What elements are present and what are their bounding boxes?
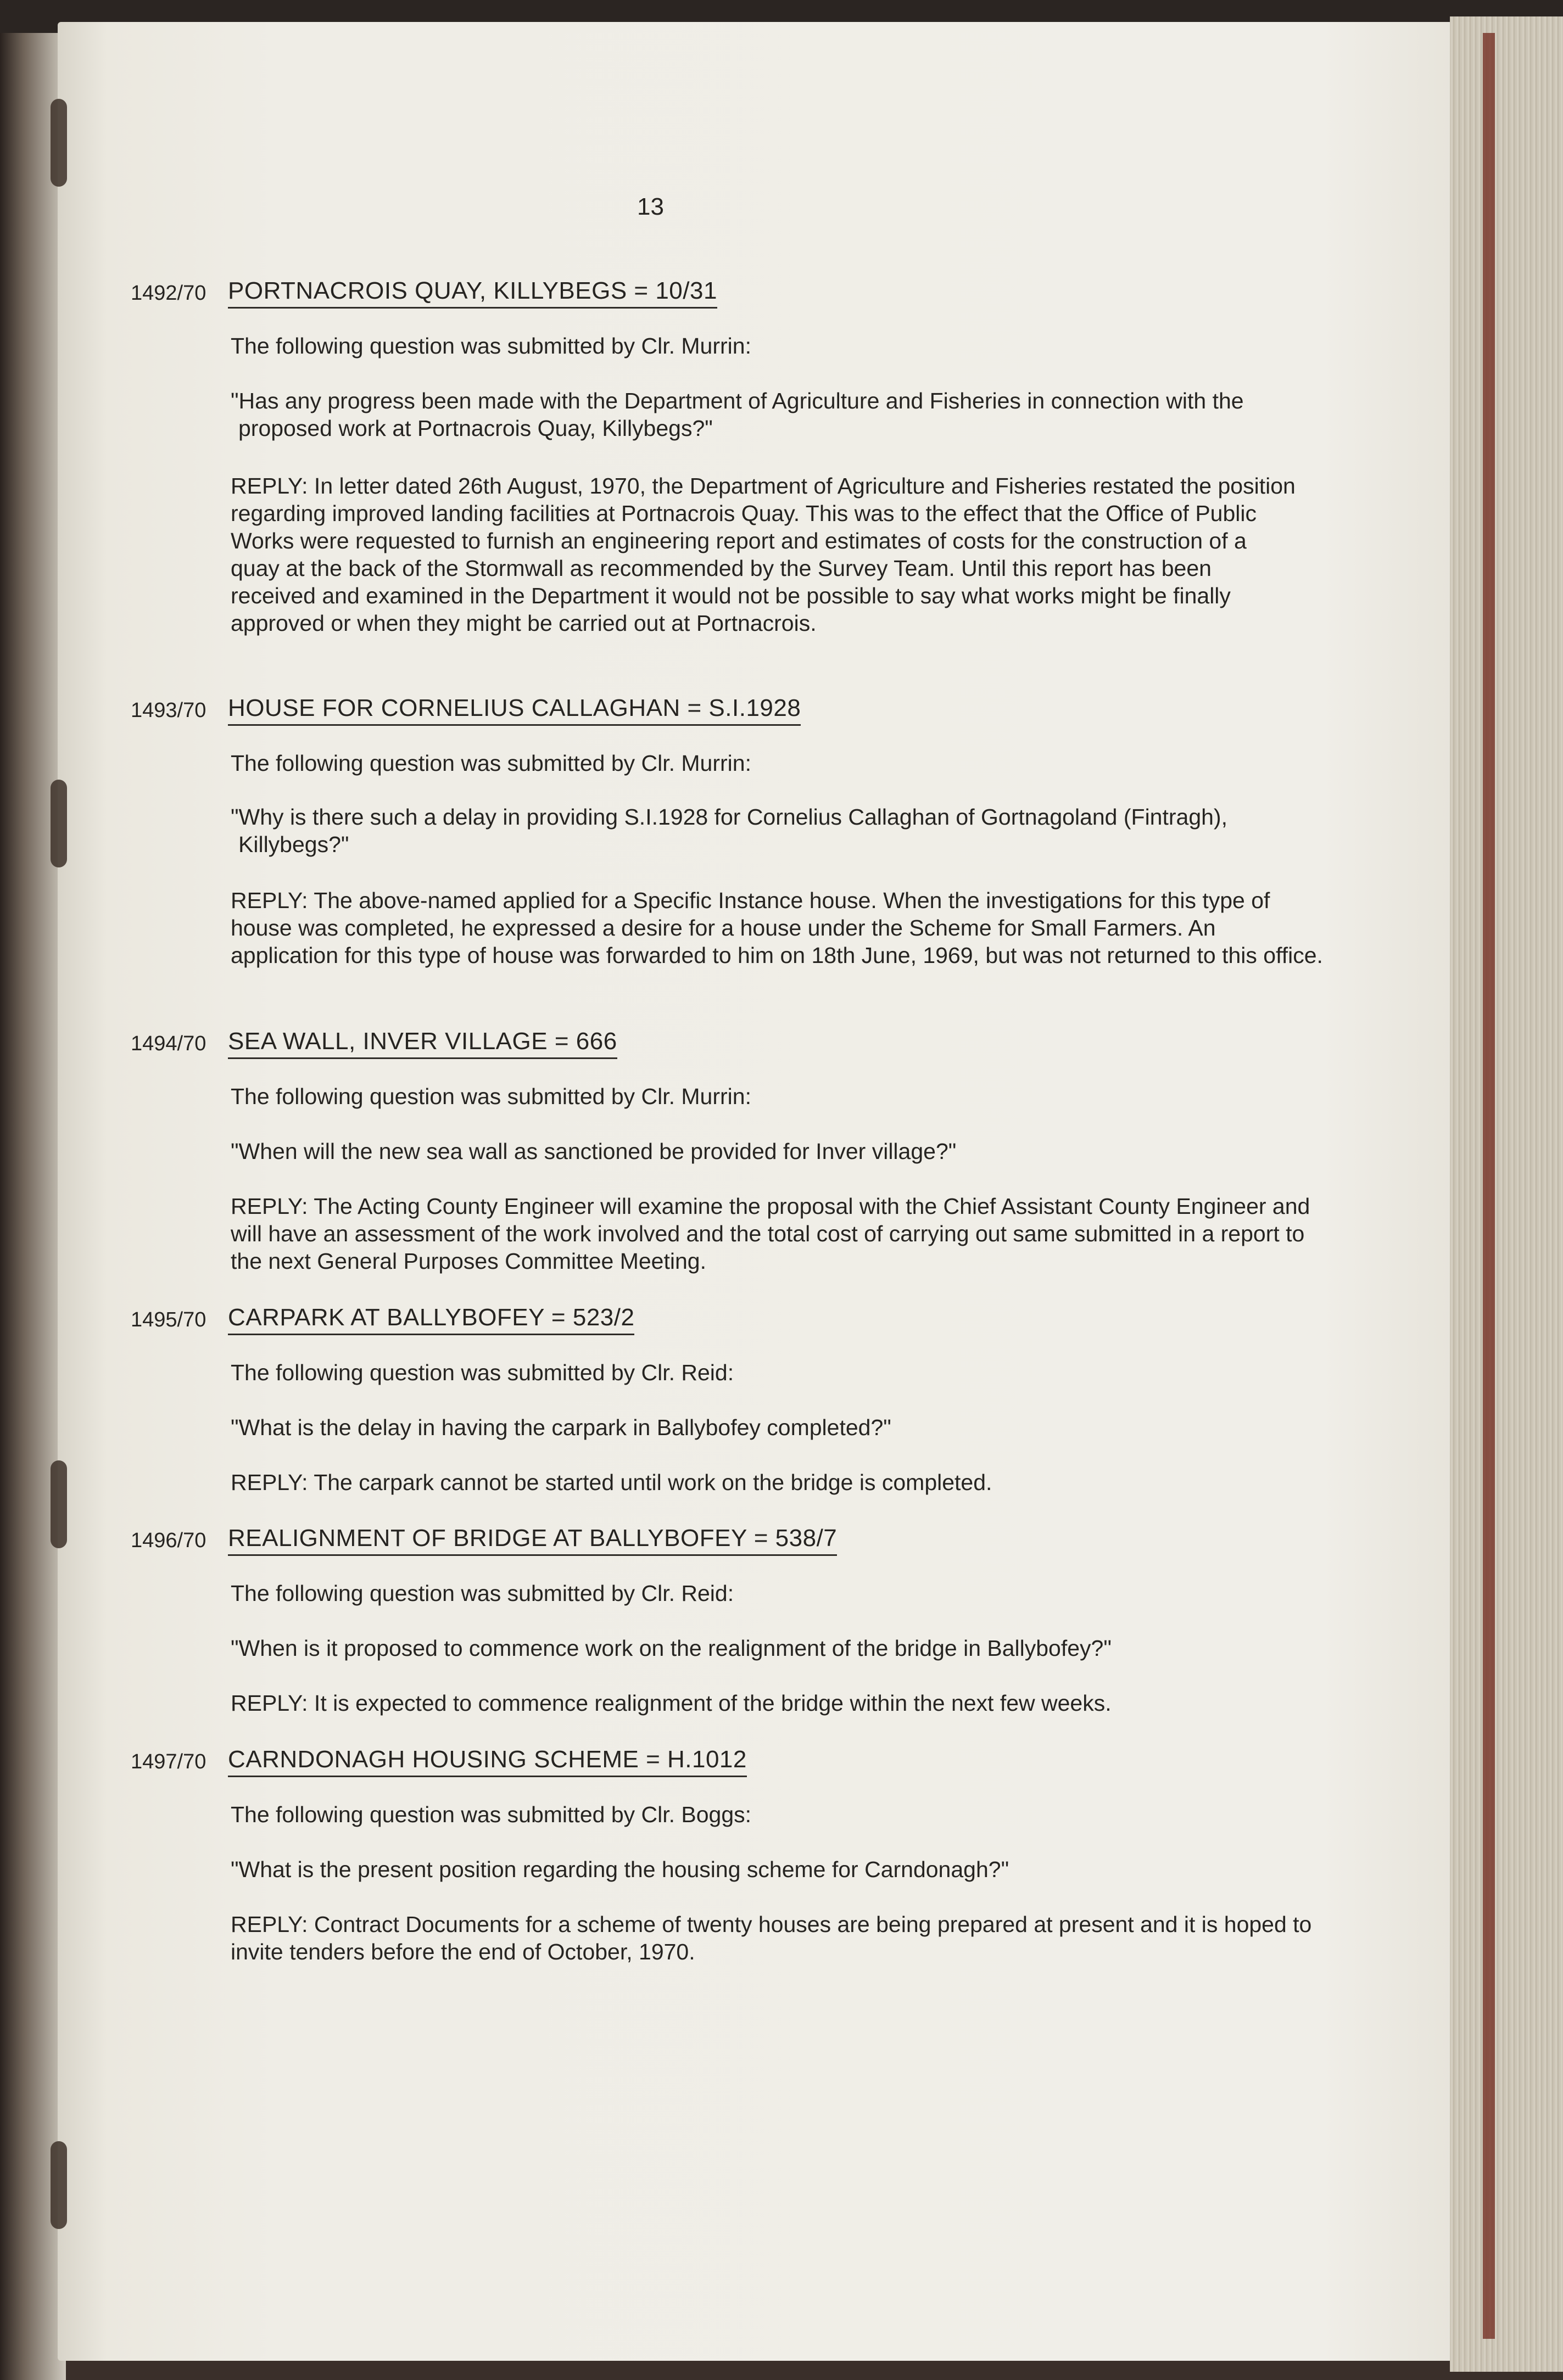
question-text: "Why is there such a delay in providing S.I.1928 for Cornelius Callaghan of Gortnagoland (Fintragh), Killybegs?" [231, 804, 1227, 857]
item-ref: 1494/70 [131, 1032, 206, 1055]
item-heading: CARPARK AT BALLYBOFEY = 523/2 [228, 1304, 634, 1335]
submitted-line: The following question was submitted by Clr. Boggs: [231, 1802, 752, 1827]
submitted-line: The following question was submitted by Clr. Murrin: [231, 333, 751, 359]
submitted-line: The following question was submitted by Clr. Murrin: [231, 1084, 751, 1109]
item-ref: 1492/70 [131, 282, 206, 305]
submitted-line: The following question was submitted by Clr. Reid: [231, 1581, 734, 1606]
item-heading: PORTNACROIS QUAY, KILLYBEGS = 10/31 [228, 277, 717, 309]
item-ref: 1497/70 [131, 1750, 206, 1773]
reply-text: REPLY: In letter dated 26th August, 1970, the Department of Agriculture and Fisheries restated the position regarding improved landing facilities at Portnacrois Quay. This was to the effect that the Office of Public Works were requested to furnish an engineering report and estimates of costs for the construction of a quay at the back of the Stormwall as recommended by the Survey Team. Until this report has been received and examined in the Department it would not be possible to say what works might be finally approved or when they might be carried out at Portnacrois. [231, 473, 1296, 636]
item-ref: 1493/70 [131, 699, 206, 722]
item-heading: REALIGNMENT OF BRIDGE AT BALLYBOFEY = 538/7 [228, 1525, 837, 1556]
reply-text: REPLY: The carpark cannot be started until work on the bridge is completed. [231, 1470, 992, 1495]
reply-text: REPLY: It is expected to commence realignment of the bridge within the next few weeks. [231, 1690, 1112, 1716]
submitted-line: The following question was submitted by Clr. Murrin: [231, 751, 751, 776]
question-text: "When is it proposed to commence work on the realignment of the bridge in Ballybofey?" [231, 1636, 1112, 1661]
item-heading: SEA WALL, INVER VILLAGE = 666 [228, 1028, 617, 1059]
question-text: "What is the present position regarding the housing scheme for Carndonagh?" [231, 1857, 1009, 1882]
item-ref: 1495/70 [131, 1308, 206, 1331]
submitted-line: The following question was submitted by Clr. Reid: [231, 1360, 734, 1385]
question-text: "What is the delay in having the carpark in Ballybofey completed?" [231, 1415, 891, 1440]
reply-text: REPLY: Contract Documents for a scheme of twenty houses are being prepared at present and it is hoped to invite tenders before the end of October, 1970. [231, 1912, 1312, 1964]
reply-text: REPLY: The above-named applied for a Specific Instance house. When the investigations for this type of house was completed, he expressed a desire for a house under the Scheme for Small Farmers. An application for this type of house was forwarded to him on 18th June, 1969, but was not returned to this office. [231, 888, 1323, 968]
page-number: 13 [637, 193, 664, 220]
item-ref: 1496/70 [131, 1529, 206, 1552]
question-text: "Has any progress been made with the Department of Agriculture and Fisheries in connection with the proposed work at Portnacrois Quay, Killybegs?" [231, 388, 1244, 441]
item-heading: HOUSE FOR CORNELIUS CALLAGHAN = S.I.1928 [228, 695, 801, 726]
question-text: "When will the new sea wall as sanctioned be provided for Inver village?" [231, 1139, 957, 1164]
item-heading: CARNDONAGH HOUSING SCHEME = H.1012 [228, 1746, 747, 1777]
reply-text: REPLY: The Acting County Engineer will examine the proposal with the Chief Assistant County Engineer and will have an assessment of the work involved and the total cost of carrying out same submitted in a report to the next General Purposes Committee Meeting. [231, 1194, 1310, 1274]
